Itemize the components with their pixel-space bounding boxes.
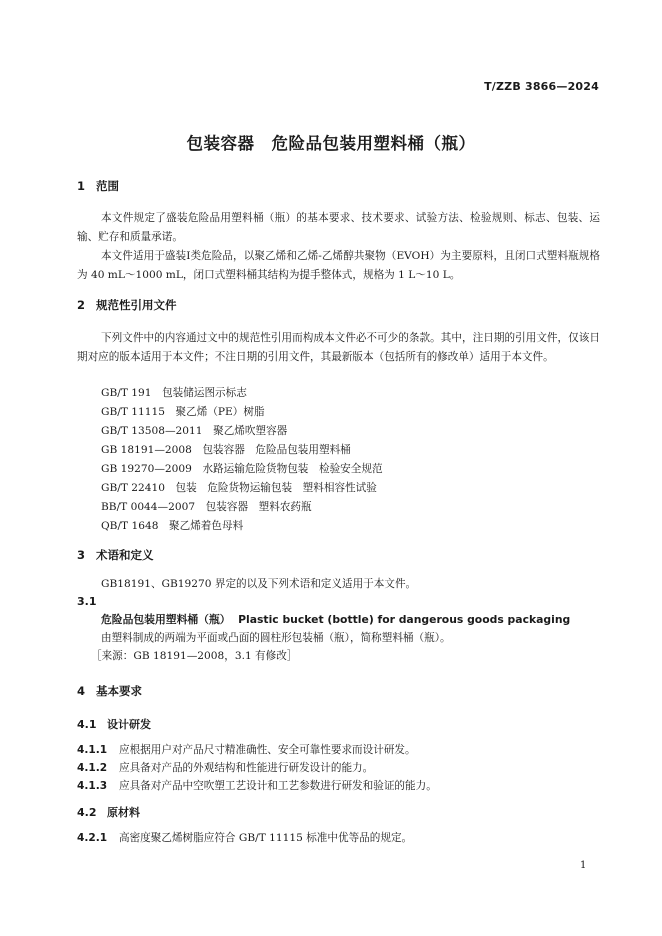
subsection-number: 4.1 — [77, 718, 97, 731]
standard-number: T/ZZB 3866—2024 — [484, 80, 599, 93]
reference-item: GB/T 22410 包装 危险货物运输包装 塑料相容性试验 — [101, 482, 377, 494]
section-number: 3 — [77, 548, 86, 562]
subsection-title: 设计研发 — [107, 718, 151, 731]
section-number: 2 — [77, 298, 86, 312]
reference-item: GB 18191—2008 包装容器 危险品包装用塑料桶 — [101, 444, 351, 456]
reference-item: QB/T 1648 聚乙烯着色母料 — [101, 520, 244, 532]
section-title: 基本要求 — [96, 684, 142, 698]
scope-paragraph-2: 本文件适用于盛装Ⅰ类危险品，以聚乙烯和乙烯-乙烯醇共聚物（EVOH）为主要原料，且闭口式塑料瓶规格为 40 mL～1000 mL，闭口式塑料桶其结构为提手整体式，规格为 1 L～10 L。 — [77, 250, 600, 281]
section-number: 4 — [77, 684, 86, 698]
term-chinese: 危险品包装用塑料桶（瓶） — [101, 613, 231, 626]
clause-number: 4.1.3 — [77, 780, 108, 792]
reference-item: GB 19270—2009 水路运输危险货物包装 检验安全规范 — [101, 463, 383, 475]
clause-item — [77, 830, 412, 845]
section-title: 规范性引用文件 — [96, 298, 177, 312]
subsection-number: 4.2 — [77, 806, 97, 819]
document-title: 包装容器 危险品包装用塑料桶（瓶） — [186, 134, 476, 153]
subsection-heading-materials — [77, 804, 140, 820]
reference-item: GB/T 13508—2011 聚乙烯吹塑容器 — [101, 425, 288, 437]
clause-text: 应具备对产品的外观结构和性能进行研发设计的能力。 — [119, 762, 374, 774]
scope-paragraph-1: 本文件规定了盛装危险品用塑料桶（瓶）的基本要求、技术要求、试验方法、检验规则、标志、包装、运输、贮存和质量承诺。 — [77, 212, 600, 243]
section-title: 范围 — [96, 179, 119, 193]
terms-intro: GB18191、GB19270 界定的以及下列术语和定义适用于本文件。 — [101, 578, 417, 590]
reference-item: GB/T 191 包装储运图示标志 — [101, 387, 247, 399]
clause-item — [77, 742, 416, 757]
clause-number: 4.2.1 — [77, 832, 108, 844]
clause-text: 高密度聚乙烯树脂应符合 GB/T 11115 标准中优等品的规定。 — [119, 832, 413, 844]
clause-number: 4.1.2 — [77, 762, 108, 774]
term-definition: 由塑料制成的两端为平面或凸面的圆柱形包装桶（瓶），简称塑料桶（瓶）。 — [101, 632, 451, 644]
subsection-heading-design — [77, 716, 151, 732]
section-heading-basic — [77, 683, 142, 699]
clause-item — [77, 778, 437, 793]
reference-item: BB/T 0044—2007 包装容器 塑料农药瓶 — [101, 501, 312, 513]
page-number: 1 — [580, 860, 587, 871]
term-heading — [101, 612, 570, 627]
normative-paragraph: 下列文件中的内容通过文中的规范性引用而构成本文件必不可少的条款。其中，注日期的引用文件，仅该日期对应的版本适用于本文件；不注日期的引用文件，其最新版本（包括所有的修改单）适用于本文件。 — [77, 332, 600, 363]
clause-text: 应具备对产品中空吹塑工艺设计和工艺参数进行研发和验证的能力。 — [119, 780, 437, 792]
term-number: 3.1 — [77, 595, 97, 608]
clause-text: 应根据用户对产品尺寸精准确性、安全可靠性要求而设计研发。 — [119, 744, 416, 756]
clause-item — [77, 760, 373, 775]
section-number: 1 — [77, 179, 86, 193]
term-source: ［来源：GB 18191—2008，3.1 有修改］ — [91, 650, 298, 662]
section-heading-scope — [77, 178, 119, 194]
clause-number: 4.1.1 — [77, 744, 108, 756]
term-english: Plastic bucket (bottle) for dangerous goods packaging — [238, 613, 571, 626]
reference-item: GB/T 11115 聚乙烯（PE）树脂 — [101, 406, 265, 418]
section-heading-normative — [77, 297, 177, 313]
section-title: 术语和定义 — [96, 548, 154, 562]
section-heading-terms — [77, 547, 154, 563]
subsection-title: 原材料 — [107, 806, 140, 819]
